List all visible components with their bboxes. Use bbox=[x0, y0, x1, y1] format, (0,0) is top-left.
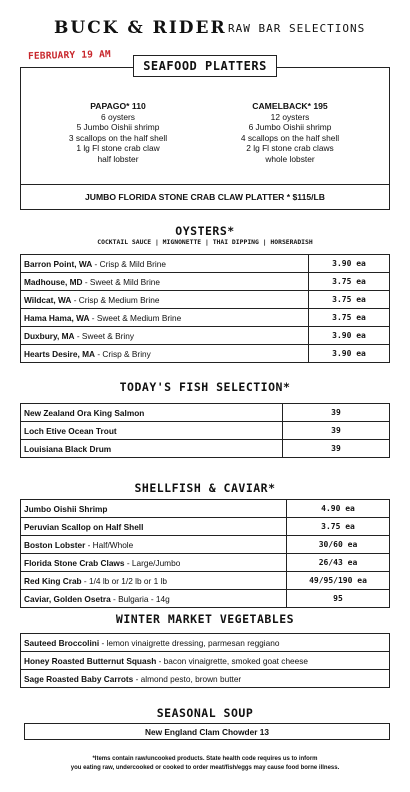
item-desc: - Sweet & Briny bbox=[74, 330, 135, 341]
platter-camelback bbox=[200, 101, 380, 165]
item-desc: - 1/4 lb or 1/2 lb or 1 lb bbox=[81, 575, 167, 586]
item-name: Honey Roasted Butternut Squash bbox=[24, 655, 157, 666]
item-name: Madhouse, MD bbox=[24, 276, 83, 287]
item-price: 95 bbox=[287, 590, 390, 608]
table-row bbox=[21, 500, 390, 518]
table-row bbox=[21, 440, 390, 458]
platter-item: 2 lg Fl stone crab claws bbox=[246, 143, 334, 154]
table-row bbox=[21, 255, 390, 273]
jumbo-stone-crab-platter: JUMBO FLORIDA STONE CRAB CLAW PLATTER * $115/LB bbox=[84, 192, 325, 202]
item-desc: - Crisp & Mild Brine bbox=[92, 258, 166, 269]
item-name-cell bbox=[21, 273, 309, 291]
table-row bbox=[21, 554, 390, 572]
item-price: 3.75 ea bbox=[287, 518, 390, 536]
item-price: 3.75 ea bbox=[309, 273, 390, 291]
platter-item: 5 Jumbo Oishii shrimp bbox=[76, 122, 160, 133]
item-name-cell bbox=[21, 500, 287, 518]
item-name-cell bbox=[21, 327, 309, 345]
item-name-cell bbox=[21, 345, 309, 363]
platter-papago bbox=[28, 101, 208, 165]
item-price: 39 bbox=[283, 440, 390, 458]
item-name-cell bbox=[21, 518, 287, 536]
soup-item bbox=[24, 723, 390, 740]
item-price: 3.75 ea bbox=[309, 309, 390, 327]
item-name: Duxbury, MA bbox=[24, 330, 75, 341]
item-name: Boston Lobster bbox=[24, 539, 86, 550]
oyster-sauces: COCKTAIL SAUCE | MIGNONETTE | THAI DIPPING | HORSERADISH bbox=[97, 238, 313, 246]
item-name-cell bbox=[21, 634, 390, 652]
item-name: Sauteed Broccolini bbox=[24, 637, 100, 648]
platter-item: 6 oysters bbox=[101, 111, 135, 122]
table-row bbox=[21, 327, 390, 345]
item-name-cell bbox=[21, 554, 287, 572]
item-name: Louisiana Black Drum bbox=[24, 443, 112, 454]
platter-item: half lobster bbox=[97, 153, 139, 164]
item-name-cell bbox=[21, 309, 309, 327]
item-desc: - Sweet & Medium Brine bbox=[89, 312, 182, 323]
item-name-cell bbox=[21, 440, 283, 458]
item-name: Hama Hama, WA bbox=[24, 312, 90, 323]
brand-logo: BUCK & RIDER bbox=[54, 18, 227, 38]
item-name: Wildcat, WA bbox=[24, 294, 72, 305]
item-desc: - Half/Whole bbox=[85, 539, 134, 550]
table-row bbox=[21, 273, 390, 291]
menu-subtitle: RAW BAR SELECTIONS bbox=[228, 22, 366, 35]
disclaimer-line: *Items contain raw/uncooked products. State health code requires us to inform bbox=[92, 756, 318, 762]
item-price: 39 bbox=[283, 422, 390, 440]
item-desc: - Bulgaria - 14g bbox=[110, 593, 170, 604]
item-name: Barron Point, WA bbox=[24, 258, 93, 269]
table-row bbox=[21, 404, 390, 422]
platter-item: whole lobster bbox=[265, 153, 315, 164]
item-name: Jumbo Oishii Shrimp bbox=[24, 503, 108, 514]
item-name-cell bbox=[21, 572, 287, 590]
item-name-cell bbox=[21, 590, 287, 608]
item-price: 30/60 ea bbox=[287, 536, 390, 554]
table-row bbox=[21, 572, 390, 590]
platter-name: PAPAGO* 110 bbox=[90, 101, 146, 111]
table-row bbox=[21, 518, 390, 536]
vegetables-title: WINTER MARKET VEGETABLES bbox=[115, 612, 295, 626]
table-row bbox=[21, 345, 390, 363]
item-name-cell bbox=[21, 255, 309, 273]
table-row bbox=[21, 634, 390, 652]
item-name: Florida Stone Crab Claws bbox=[24, 557, 125, 568]
platter-item: 4 scallops on the half shell bbox=[240, 132, 340, 143]
platter-item: 3 scallops on the half shell bbox=[68, 132, 168, 143]
fish-table bbox=[20, 403, 390, 458]
disclaimer-line: you eating raw, undercooked or cooked to order meat/fish/eggs may cause food borne illness. bbox=[70, 764, 340, 771]
item-name: Caviar, Golden Osetra bbox=[24, 593, 111, 604]
platter-name: CAMELBACK* 195 bbox=[252, 101, 328, 111]
item-name: Peruvian Scallop on Half Shell bbox=[24, 521, 144, 532]
item-desc: - Large/Jumbo bbox=[124, 557, 181, 568]
seafood-platters-title: SEAFOOD PLATTERS bbox=[143, 59, 267, 73]
item-price: 4.90 ea bbox=[287, 500, 390, 518]
item-price: 3.90 ea bbox=[309, 255, 390, 273]
table-row bbox=[21, 536, 390, 554]
item-name: New Zealand Ora King Salmon bbox=[24, 407, 145, 418]
health-disclaimer bbox=[0, 755, 410, 772]
table-row bbox=[21, 652, 390, 670]
item-desc: - lemon vinaigrette dressing, parmesan reggiano bbox=[99, 637, 280, 648]
item-price: 26/43 ea bbox=[287, 554, 390, 572]
menu-date: FEBRUARY 19 AM bbox=[27, 48, 112, 63]
table-row bbox=[21, 422, 390, 440]
item-name: Sage Roasted Baby Carrots bbox=[24, 673, 134, 684]
item-price: 39 bbox=[283, 404, 390, 422]
item-desc: - almond pesto, brown butter bbox=[133, 673, 242, 684]
platter-item: 6 Jumbo Oishii shrimp bbox=[248, 122, 332, 133]
soup-title: SEASONAL SOUP bbox=[156, 706, 254, 720]
platter-item: 1 lg Fl stone crab claw bbox=[76, 143, 160, 154]
item-price: 3.90 ea bbox=[309, 327, 390, 345]
item-name-cell bbox=[21, 404, 283, 422]
item-name: Red King Crab bbox=[24, 575, 82, 586]
item-name-cell bbox=[21, 670, 390, 688]
table-row bbox=[21, 670, 390, 688]
shellfish-title: SHELLFISH & CAVIAR* bbox=[134, 481, 276, 495]
item-desc: - Crisp & Medium Brine bbox=[71, 294, 160, 305]
item-price: 3.75 ea bbox=[309, 291, 390, 309]
vegetables-table bbox=[20, 633, 390, 688]
shellfish-table bbox=[20, 499, 390, 608]
table-row bbox=[21, 309, 390, 327]
oysters-table bbox=[20, 254, 390, 363]
table-row bbox=[21, 590, 390, 608]
item-name-cell bbox=[21, 652, 390, 670]
item-price: 49/95/190 ea bbox=[287, 572, 390, 590]
item-name: Hearts Desire, MA bbox=[24, 348, 96, 359]
item-price: 3.90 ea bbox=[309, 345, 390, 363]
table-row bbox=[21, 291, 390, 309]
item-name-cell bbox=[21, 536, 287, 554]
item-desc: - Crisp & Briny bbox=[95, 348, 151, 359]
item-desc: - bacon vinaigrette, smoked goat cheese bbox=[156, 655, 309, 666]
fish-title: TODAY'S FISH SELECTION* bbox=[119, 380, 291, 394]
oysters-title: OYSTERS* bbox=[175, 224, 235, 238]
item-desc: - Sweet & Mild Brine bbox=[82, 276, 161, 287]
platter-item: 12 oysters bbox=[270, 111, 310, 122]
item-name-cell bbox=[21, 422, 283, 440]
soup-item-text: New England Clam Chowder 13 bbox=[144, 726, 270, 737]
item-name: Loch Etive Ocean Trout bbox=[24, 425, 117, 436]
seafood-platters-title-box bbox=[133, 55, 277, 77]
item-name-cell bbox=[21, 291, 309, 309]
